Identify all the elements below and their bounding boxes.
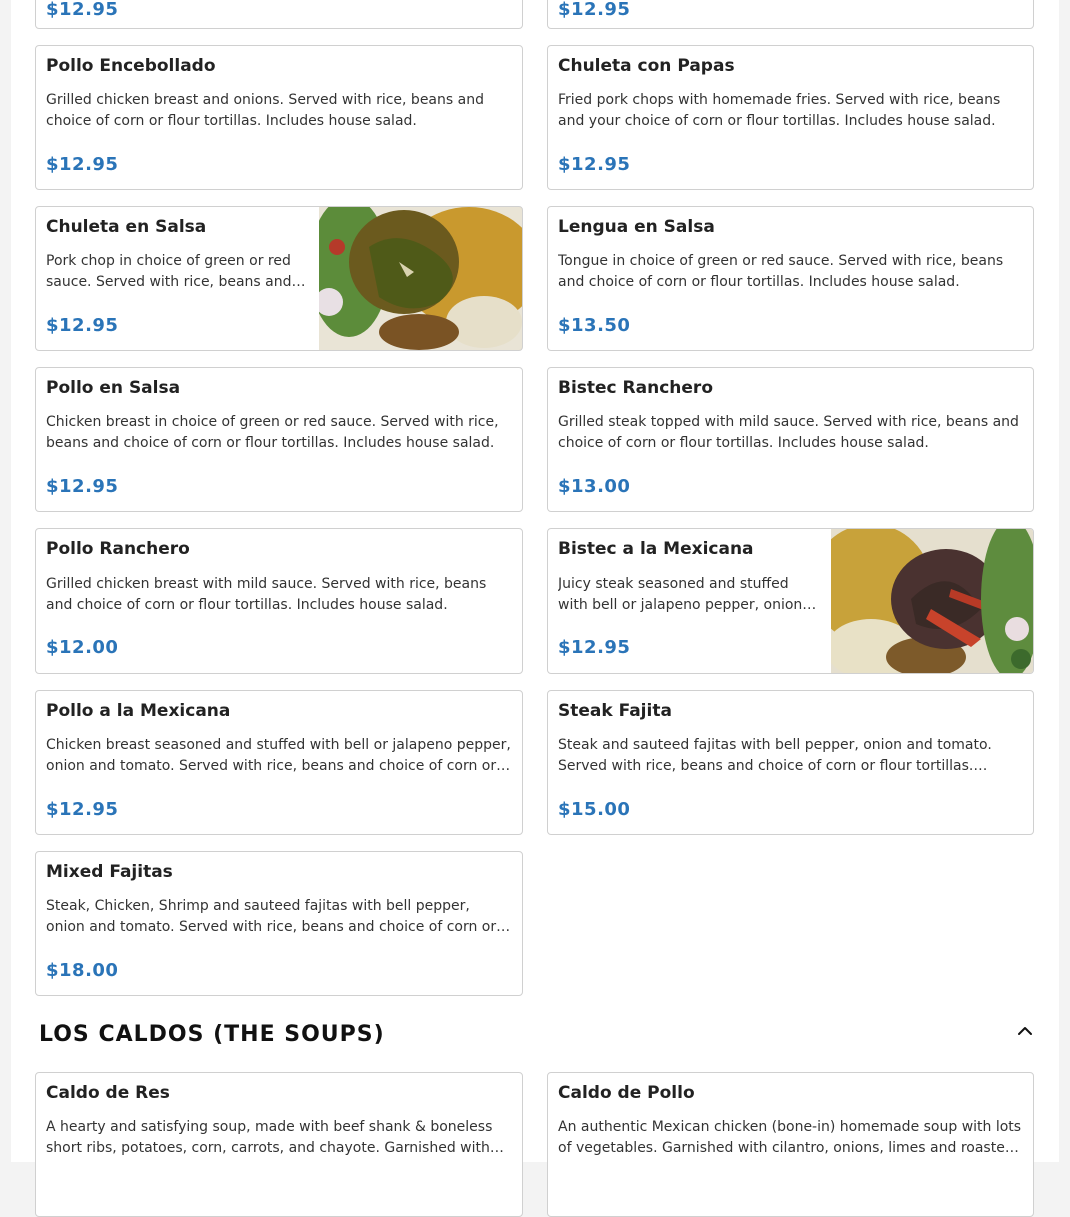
- chevron-up-icon[interactable]: [1016, 1022, 1034, 1040]
- item-description: Grilled chicken breast with mild sauce. Served with rice, beans and choice of corn or flour tortillas. Includes house salad.: [46, 576, 487, 613]
- item-description: Grilled steak topped with mild sauce. Served with rice, beans and choice of corn or flour tortillas. Includes house salad.: [558, 414, 1019, 451]
- item-name: Caldo de Pollo: [558, 1083, 695, 1103]
- item-price: $12.95: [46, 315, 119, 336]
- menu-item-card[interactable]: [35, 45, 523, 190]
- menu-item-card[interactable]: [35, 1072, 523, 1217]
- menu-item-card[interactable]: [35, 690, 523, 835]
- menu-item-card[interactable]: [547, 367, 1034, 512]
- item-name: Bistec a la Mexicana: [558, 539, 754, 559]
- menu-item-card[interactable]: [547, 206, 1034, 351]
- menu-item-card[interactable]: [547, 1072, 1034, 1217]
- menu-item-card[interactable]: [35, 851, 523, 996]
- menu-item-card[interactable]: [35, 206, 523, 351]
- menu-item-card[interactable]: [547, 0, 1034, 29]
- item-name: Pollo Encebollado: [46, 56, 216, 76]
- menu-item-card[interactable]: [547, 528, 1034, 674]
- item-description: Fried pork chops with homemade fries. Served with rice, beans and your choice of corn or flour tortillas. Includes house salad.: [558, 92, 1001, 129]
- item-name: Steak Fajita: [558, 701, 672, 721]
- item-description: An authentic Mexican chicken (bone-in) homemade soup with lots of vegetables. Garnished with cilantro, onions, limes and roasted: [558, 1119, 1022, 1156]
- item-description: A hearty and satisfying soup, made with beef shank & boneless short ribs, potatoes, corn, carrots, and chayote. Garnished with: [46, 1119, 493, 1156]
- item-description: Steak, Chicken, Shrimp and sauteed fajitas with bell pepper, onion and tomato. Served with rice, beans and choice of corn or: [46, 898, 497, 935]
- item-price: $12.95: [558, 0, 631, 20]
- item-description: Tongue in choice of green or red sauce. Served with rice, beans and choice of corn or flour tortillas. Includes house salad.: [558, 253, 1004, 290]
- item-price: $12.95: [46, 0, 119, 20]
- item-description: Chicken breast in choice of green or red sauce. Served with rice, beans and choice of corn or flour tortillas. Includes house salad.: [46, 414, 499, 451]
- item-price: $12.95: [558, 637, 631, 658]
- item-price: $12.95: [46, 799, 119, 820]
- menu-item-card[interactable]: [35, 367, 523, 512]
- item-name: Pollo a la Mexicana: [46, 701, 231, 721]
- menu-item-card[interactable]: [35, 528, 523, 674]
- section-title: LOS CALDOS (THE SOUPS): [39, 1022, 385, 1047]
- item-name: Chuleta con Papas: [558, 56, 735, 76]
- item-description: Steak and sauteed fajitas with bell pepper, onion and tomato. Served with rice, beans and choice of corn or flour tortillas.: [558, 737, 992, 774]
- item-price: $12.95: [46, 154, 119, 175]
- item-description: Pork chop in choice of green or red sauce. Served with rice, beans and: [46, 253, 292, 290]
- item-name: Mixed Fajitas: [46, 862, 173, 882]
- menu-item-card[interactable]: [547, 690, 1034, 835]
- item-description: Grilled chicken breast and onions. Served with rice, beans and choice of corn or flour tortillas. Includes house salad.: [46, 92, 484, 129]
- item-price: $13.00: [558, 476, 631, 497]
- item-price: $15.00: [558, 799, 631, 820]
- item-name: Bistec Ranchero: [558, 378, 713, 398]
- item-price: $12.00: [46, 637, 119, 658]
- item-name: Pollo en Salsa: [46, 378, 181, 398]
- item-description: Chicken breast seasoned and stuffed with bell or jalapeno pepper, onion and tomato. Served with rice, beans and choice of corn or: [46, 737, 511, 774]
- item-price: $13.50: [558, 315, 631, 336]
- menu-item-card[interactable]: [547, 45, 1034, 190]
- item-name: Pollo Ranchero: [46, 539, 190, 559]
- dish-photo[interactable]: [831, 529, 1033, 674]
- dish-photo[interactable]: [319, 207, 522, 351]
- item-name: Caldo de Res: [46, 1083, 170, 1103]
- item-name: Chuleta en Salsa: [46, 217, 207, 237]
- menu-item-card[interactable]: [35, 0, 523, 29]
- item-description: Juicy steak seasoned and stuffed with bell or jalapeno pepper, onion: [558, 576, 803, 613]
- item-name: Lengua en Salsa: [558, 217, 715, 237]
- item-price: $18.00: [46, 960, 119, 981]
- item-price: $12.95: [558, 154, 631, 175]
- item-price: $12.95: [46, 476, 119, 497]
